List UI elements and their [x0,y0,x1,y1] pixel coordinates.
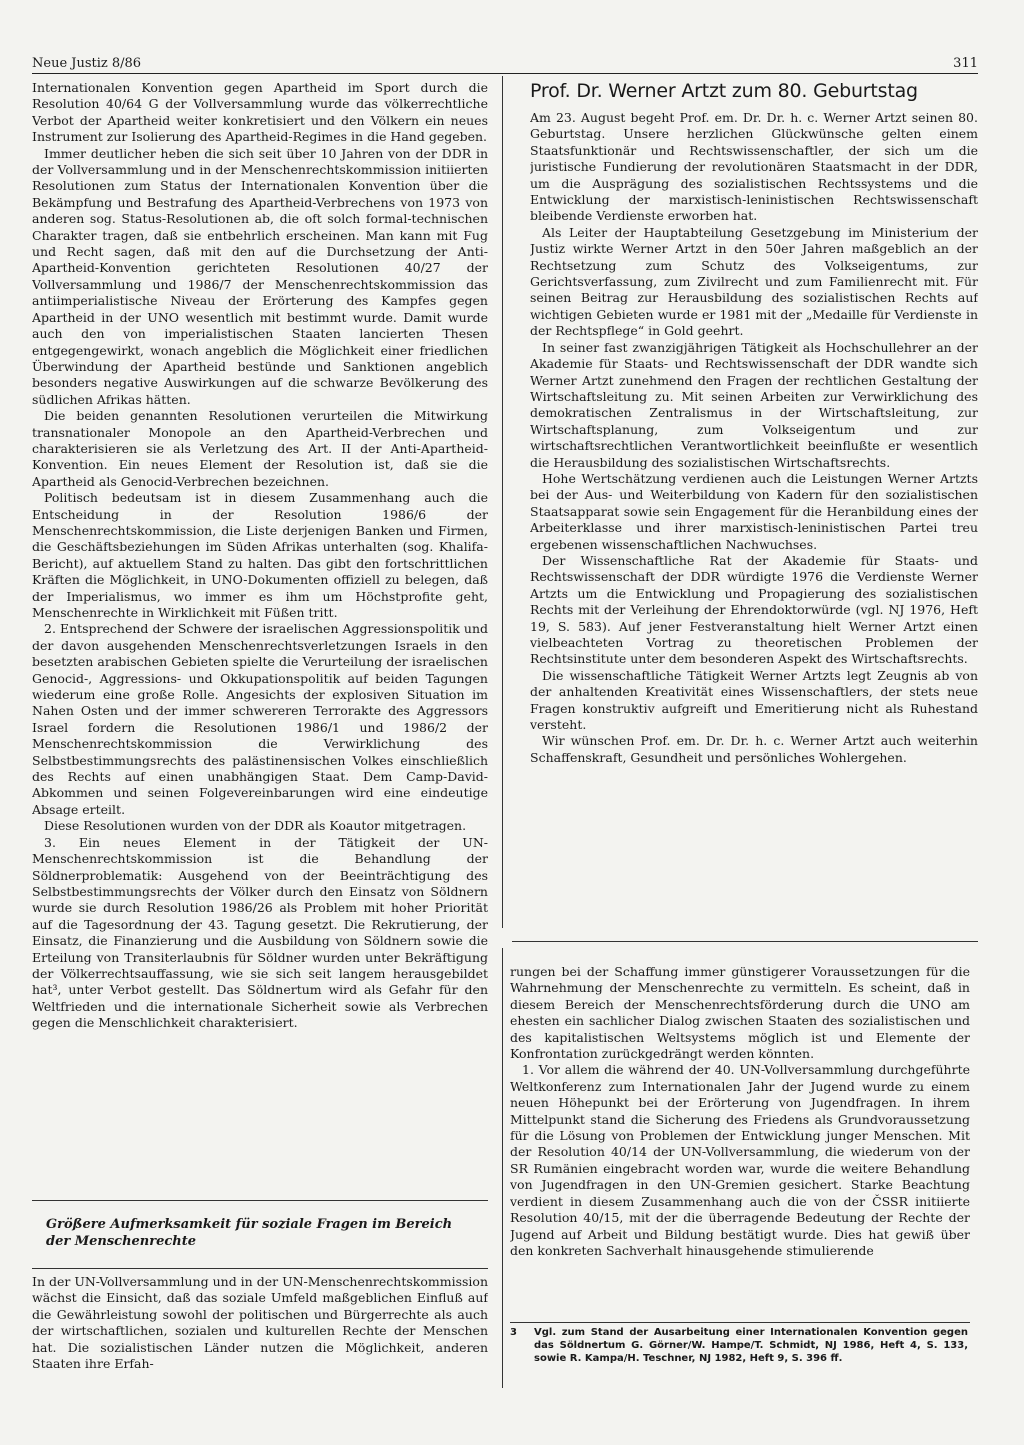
footnote-number: 3 [510,1327,517,1338]
article-title: Prof. Dr. Werner Artzt zum 80. Geburtstag [530,80,918,102]
column-divider-lower [502,948,503,1388]
section-rule-bottom [32,1268,488,1269]
footnote-rule [510,1322,970,1323]
left-column-text [32,80,488,1232]
paragraph: Die wissenschaftliche Tätigkeit Werner Artzts legt Zeugnis ab von der anhaltenden Kreativität eines Wissenschaftlers, der stets neue Fragen konstruktiv aufgreift und Emeritierung nicht als Ruhestand versteht. [530,667,978,733]
paragraph: Die beiden genannten Resolutionen verurteilen die Mitwirkung transnationaler Monopole an den Apartheid-Verbrechen und charakterisieren sie als Verletzung des Art. II der Anti-Apartheid-Konvention. Ein neues Element der Resolution ist, daß sie die Apartheid als Genocid-Verbrechen bezeichnen. [32,408,488,489]
right-column-continuation [510,964,970,1317]
column-divider-upper [502,76,503,928]
paragraph: Politisch bedeutsam ist in diesem Zusammenhang auch die Entscheidung in der Resolution 1986/6 der Menschenrechtskommission, die Liste derjenigen Banken und Firmen, die Geschäftsbeziehungen im Süden Afrikas unterhalten (sog. Khalifa-Bericht), auf aktuellem Stand zu halten. Das gibt den fortschrittlichen Kräften die Möglichkeit, in UNO-Dokumenten offiziell zu belegen, daß der Imperialismus, wo immer es ihm um Höchstprofite geht, Menschenrechte in Wirklichkeit mit Füßen tritt. [32,490,488,620]
paragraph: In der UN-Vollversammlung und in der UN-Menschenrechtskommission wächst die Einsicht, daß das soziale Umfeld maßgeblichen Einfluß auf die Gewährleistung sowohl der politischen und Bürgerrechte als auch der wirtschaftlichen, sozialen und kulturellen Rechte der Menschen hat. Die sozialistischen Länder nutzen die Möglichkeit, anderen Staaten ihre Erfah- [32,1274,488,1372]
paragraph: Internationalen Konvention gegen Apartheid im Sport durch die Resolution 40/64 G der Vollversammlung wurde das völkerrechtliche Verbot der Apartheid weiter konkretisiert und den Völkern ein neues Instrument zur Isolierung des Apartheid-Regimes in die Hand gegeben. [32,80,488,145]
header-rule [32,73,978,74]
left-column-bottom-text [32,1274,488,1390]
paragraph: Diese Resolutionen wurden von der DDR als Koautor mitgetragen. [44,818,467,834]
paragraph: Als Leiter der Hauptabteilung Gesetzgebung im Ministerium der Justiz wirkte Werner Artzt in den 50er Jahren maßgeblich an der Rechtsetzung zum Schutz des Volkseigentums, zur Gerichtsverfassung, zum Zivilrecht und zum Familienrecht mit. Für seinen Beitrag zur Herausbildung des sozialistischen Rechts auf wichtigen Gebieten wurde er 1981 mit der „Medaille für Verdienste in der Rechtspflege“ in Gold geehrt. [530,224,978,339]
paragraph: Der Wissenschaftliche Rat der Akademie für Staats- und Rechtswissenschaft der DDR würdigte 1976 die Verdienste Werner Artzts um die Entwicklung und Propagierung des sozialistischen Rechts mit der Verleihung der Ehrendoktorwürde (vgl. NJ 1976, Heft 19, S. 583). Auf jener Festveranstaltung hielt Werner Artzt einen vielbeachteten Vortrag zu theoretischen Problemen der Rechtsinstitute unter dem besonderen Aspekt des Wirtschaftsrechts. [530,552,978,667]
footnote-text: Vgl. zum Stand der Ausarbeitung einer Internationalen Konvention gegen das Söldnertum G. Görner/W. Hampe/T. Schmidt, NJ 1986, Heft 4, S. 133, sowie R. Kampa/H. Teschner, NJ 1982, Heft 9, S. 396 ff. [534,1327,968,1364]
journal-issue: Neue Justiz 8/86 [32,56,142,71]
paragraph: 1. Vor allem die während der 40. UN-Vollversammlung durchgeführte Weltkonferenz zum Internationalen Jahr der Jugend wurde zu einem neuen Höhepunkt bei der Erörterung von Jugendfragen. In ihrem Mittelpunkt stand die Sicherung des Friedens als Grundvoraussetzung für die Lösung von Problemen der Entwicklung junger Menschen. Mit der Resolution 40/14 der UN-Vollversammlung, die wiederum von der SR Rumänien eingebracht worden war, wurde die weitere Behandlung von Jugendfragen in den UN-Gremien gesichert. Starke Beachtung verdient in diesem Zusammenhang auch die von der ČSSR initiierte Resolution 40/15, mit der die überragende Bedeutung der Rechte der Jugend auf Arbeit und Bildung bestätigt wurde. Dies hat gewiß über den konkreten Sachverhalt hinausgehende stimulierende [510,1062,970,1258]
footnote [510,1326,968,1365]
paragraph: 2. Entsprechend der Schwere der israelischen Aggressionspolitik und der davon ausgehenden Menschenrechtsverletzungen Israels in den besetzten arabischen Gebieten spielte die Verurteilung der israelischen Genocid-, Aggressions- und Okkupationspolitik auf beiden Tagungen wiederum eine große Rolle. Angesichts der explosiven Situation im Nahen Osten und der immer schwereren Terrorakte des Aggressors Israel fordern die Resolutionen 1986/1 und 1986/2 der Menschenrechtskommission die Verwirklichung des Selbstbestimmungsrechts des palästinensischen Volkes einschließlich des Rechts auf einen unabhängigen Staat. Dem Camp-David-Abkommen und seinen Folgevereinbarungen wird eine eindeutige Absage erteilt. [32,621,488,817]
paragraph: Wir wünschen Prof. em. Dr. Dr. h. c. Werner Artzt auch weiterhin Schaffenskraft, Gesundheit und persönliches Wohlergehen. [530,733,978,765]
paragraph: rungen bei der Schaffung immer günstigerer Voraussetzungen für die Wahrnehmung der Menschenrechte zu vermitteln. Es scheint, daß in diesem Bereich der Menschenrechtsförderung durch die UNO am ehesten ein sachlicher Dialog zwischen Staaten des sozialistischen und des kapitalistischen Weltsystems möglich ist und Elemente der Konfrontation zurückgedrängt werden könnten. [510,964,970,1062]
page-number: 311 [953,56,978,71]
birthday-article-text [530,110,978,918]
section-rule-top [32,1200,488,1201]
section-heading: Größere Aufmerksamkeit für soziale Fragen im Bereich der Menschenrechte [46,1217,453,1249]
article-end-rule [512,941,978,942]
paragraph: Hohe Wertschätzung verdienen auch die Leistungen Werner Artzts bei der Aus- und Weiterbildung von Kadern für den sozialistischen Staatsapparat sowie sein Engagement für die Heranbildung eines der Arbeiterklasse und ihrer marxistisch-leninistischen Partei treu ergebenen wissenschaftlichen Nachwuchses. [530,470,978,552]
paragraph: Am 23. August begeht Prof. em. Dr. Dr. h. c. Werner Artzt seinen 80. Geburtstag. Unsere herzlichen Glückwünsche gelten einem Staatsfunktionär und Rechtswissenschaftler, der sich um die juristische Fundierung der revolutionären Staatsmacht in der DDR, um die Ausprägung des sozialistischen Rechtssystems und die Entwicklung der marxistisch-leninistischen Rechtswissenschaft bleibende Verdienste erworben hat. [530,110,978,224]
paragraph: Immer deutlicher heben die sich seit über 10 Jahren von der DDR in der Vollversammlung und in der Menschenrechtskommission initiierten Resolutionen zum Status der Internationalen Konvention über die Bekämpfung und Bestrafung des Apartheid-Verbrechens von 1973 von anderen sog. Status-Resolutionen ab, die oft solch formal-technischen Charakter tragen, daß sie entbehrlich erscheinen. Man kann mit Fug und Recht sagen, daß mit den auf die Durchsetzung der Anti-Apartheid-Konvention gerichteten Resolutionen 40/27 der Vollversammlung und 1986/7 der Menschenrechtskommission das antiimperialistische Niveau der Erörterung des Kampfes gegen Apartheid in der UNO wesentlich mit bestimmt wurde. Damit wurde auch den von imperialistischen Staaten lancierten Thesen entgegengewirkt, wonach angeblich die Möglichkeit einer friedlichen Überwindung der Apartheid bestünde und Sanktionen angeblich besonders negative Auswirkungen auf die schwarze Bevölkerung des südlichen Afrikas hätten. [32,145,488,407]
paragraph: In seiner fast zwanzigjährigen Tätigkeit als Hochschullehrer an der Akademie für Staats- und Rechtswissenschaft der DDR wandte sich Werner Artzt zunehmend den Fragen der rechtlichen Gestaltung der Wirtschaftsleitung zu. Mit seinen Arbeiten zur Verwirklichung des demokratischen Zentralismus in der Wirtschaftsleitung, zur Wirtschaftsplanung, zum Volkseigentum und zur wirtschaftsrechtlichen Verantwortlichkeit beeinflußte er wesentlich die Herausbildung des sozialistischen Wirtschaftsrechts. [530,339,978,470]
paragraph: 3. Ein neues Element in der Tätigkeit der UN-Menschenrechtskommission ist die Behandlung der Söldnerproblematik: Ausgehend von der Beeinträchtigung des Selbstbestimmungsrechts der Völker durch den Einsatz von Söldnern wurde sie durch Resolution 1986/26 als Problem mit hoher Priorität auf die Tagesordnung der 43. Tagung gesetzt. Die Rekrutierung, der Einsatz, die Finanzierung und die Ausbildung von Söldnern sowie die Erteilung von Transiterlaubnis für Söldner wurden unter Bekräftigung der Völkerrechtsauffassung, wie sie sich seit langem herausgebildet hat³, unter Verbot gestellt. Das Söldnertum wird als Gefahr für den Weltfrieden und die internationale Sicherheit sowie als Verbrechen gegen die Menschlichkeit charakterisiert. [32,834,488,1031]
